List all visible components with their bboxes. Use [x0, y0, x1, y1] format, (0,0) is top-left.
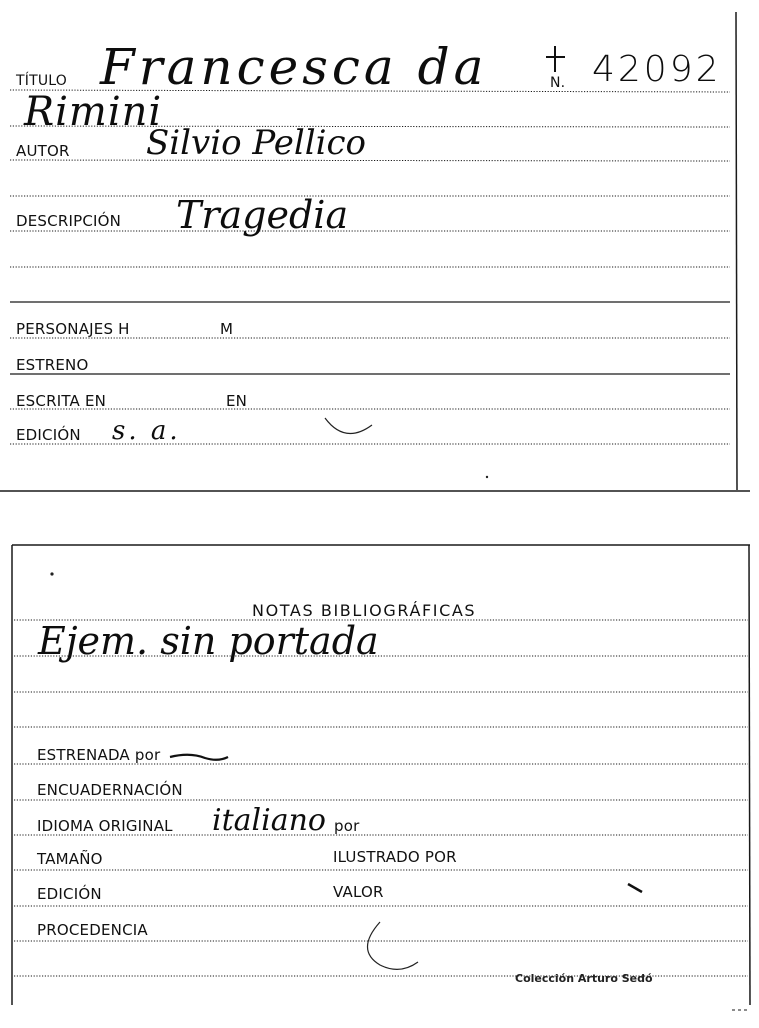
- ink-mark: [628, 884, 642, 892]
- ink-speck: [50, 572, 53, 575]
- ink-speck-2: [486, 476, 488, 478]
- tamano-label: TAMAÑO: [37, 850, 103, 868]
- personajes-m-label: M: [220, 320, 234, 338]
- numero-value: 42092: [592, 49, 722, 90]
- edicion-label: EDICIÓN: [16, 426, 81, 444]
- escrita-en-en-label: EN: [226, 392, 248, 410]
- punch-hole-mark-front: [325, 418, 372, 434]
- titulo-value-line2: Rimini: [24, 89, 163, 135]
- notas-heading: NOTAS BIBLIOGRÁFICAS: [252, 601, 477, 620]
- procedencia-label: PROCEDENCIA: [37, 921, 148, 939]
- descripcion-value: Tragedia: [176, 193, 349, 237]
- back-card-right-edge: [749, 545, 750, 1005]
- front-card-right-edge: [736, 12, 737, 490]
- estrenada-label: ESTRENADA por: [37, 746, 161, 764]
- numero-label: N.: [550, 75, 566, 91]
- autor-value: Silvio Pellico: [146, 123, 367, 163]
- edicion-back-label: EDICIÓN: [37, 885, 102, 903]
- estrenada-scribble: [170, 755, 228, 760]
- personajes-label: PERSONAJES H: [16, 320, 130, 338]
- escrita-en-label: ESCRITA EN: [16, 392, 107, 410]
- idioma-value: italiano: [212, 803, 326, 838]
- cross-mark: [546, 46, 565, 72]
- punch-hole-mark-back: [368, 922, 419, 969]
- notas-value: Ejem. sin portada: [38, 619, 379, 663]
- edicion-value: s. a.: [112, 416, 181, 446]
- idioma-por-label: por: [334, 817, 360, 835]
- estreno-label: ESTRENO: [16, 356, 89, 374]
- descripcion-label: DESCRIPCIÓN: [16, 212, 122, 230]
- rule-autor: [10, 160, 730, 161]
- valor-label: VALOR: [333, 883, 384, 901]
- ilustrado-label: ILUSTRADO POR: [333, 848, 457, 866]
- titulo-value-line1: Francesca da: [100, 38, 488, 96]
- encuadernacion-label: ENCUADERNACIÓN: [37, 781, 183, 799]
- autor-label: AUTOR: [16, 142, 70, 160]
- coleccion-credit: Colección Arturo Sedó: [515, 972, 653, 985]
- titulo-label: TÍTULO: [16, 73, 67, 89]
- idioma-label: IDIOMA ORIGINAL: [37, 817, 173, 835]
